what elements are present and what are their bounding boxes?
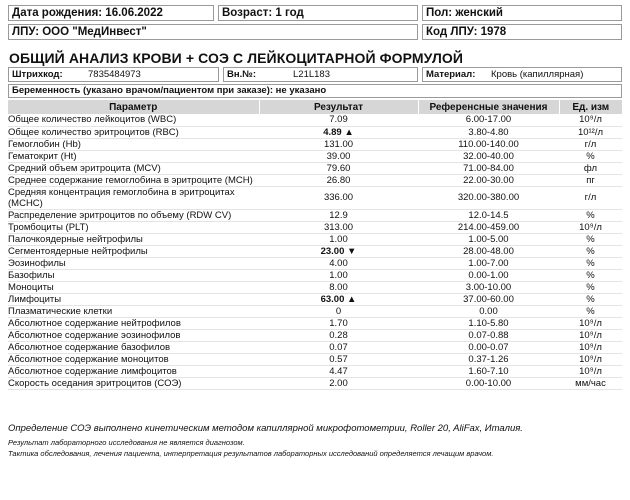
material-label: Материал:: [426, 69, 476, 80]
param-cell: Палочкоядерные нейтрофилы: [8, 233, 259, 245]
reference-cell: 0.37-1.26: [418, 353, 559, 365]
unit-cell: %: [559, 257, 622, 269]
col-result: Результат: [259, 100, 418, 114]
material: [422, 67, 622, 82]
table-row: [8, 353, 622, 365]
result-cell: 39.00: [259, 150, 418, 162]
reference-cell: 32.00-40.00: [418, 150, 559, 162]
result-cell: 336.00: [259, 186, 418, 209]
unit-cell: 10⁹/л: [559, 317, 622, 329]
vn-number: [223, 67, 418, 82]
sample-info: [8, 67, 622, 82]
param-cell: Эозинофилы: [8, 257, 259, 269]
birth-date: Дата рождения: 16.06.2022: [8, 5, 214, 21]
unit-cell: г/л: [559, 138, 622, 150]
result-cell: 131.00: [259, 138, 418, 150]
table-row: [8, 341, 622, 353]
barcode-value: 7835484973: [88, 69, 141, 80]
barcode-label: Штрихкод:: [12, 69, 63, 80]
result-cell: 1.00: [259, 233, 418, 245]
result-cell: 12.9: [259, 209, 418, 221]
param-cell: Сегментоядерные нейтрофилы: [8, 245, 259, 257]
result-cell: 63.00 ▲: [259, 293, 418, 305]
table-row: [8, 126, 622, 138]
result-cell: 26.80: [259, 174, 418, 186]
result-cell: 1.00: [259, 269, 418, 281]
param-cell: Абсолютное содержание нейтрофилов: [8, 317, 259, 329]
table-row: [8, 221, 622, 233]
result-cell: 0: [259, 305, 418, 317]
reference-cell: 3.80-4.80: [418, 126, 559, 138]
reference-cell: 3.00-10.00: [418, 281, 559, 293]
unit-cell: 10⁹/л: [559, 221, 622, 233]
disclaimer-2: Тактика обследования, лечения пациента, интерпретация результатов лабораторных исследований определяется лечащим врачом.: [8, 449, 494, 458]
table-row: [8, 257, 622, 269]
header-row-1: [8, 5, 622, 21]
reference-cell: 37.00-60.00: [418, 293, 559, 305]
pregnancy-status: Беременность (указано врачом/пациентом при заказе): не указано: [8, 84, 622, 98]
param-cell: Средняя концентрация гемоглобина в эритроцитах (МСНС): [8, 186, 259, 209]
table-row: [8, 281, 622, 293]
table-row: [8, 329, 622, 341]
reference-cell: 320.00-380.00: [418, 186, 559, 209]
reference-cell: 6.00-17.00: [418, 114, 559, 126]
unit-cell: г/л: [559, 186, 622, 209]
param-cell: Лимфоциты: [8, 293, 259, 305]
lpu-code: Код ЛПУ: 1978: [422, 24, 622, 40]
param-cell: Гемоглобин (Hb): [8, 138, 259, 150]
unit-cell: 10⁹/л: [559, 329, 622, 341]
unit-cell: 10⁹/л: [559, 341, 622, 353]
table-row: [8, 150, 622, 162]
param-cell: Общее количество лейкоцитов (WBC): [8, 114, 259, 126]
reference-cell: 1.60-7.10: [418, 365, 559, 377]
reference-cell: 0.07-0.88: [418, 329, 559, 341]
barcode: [8, 67, 219, 82]
unit-cell: %: [559, 281, 622, 293]
table-row: [8, 174, 622, 186]
table-row: [8, 186, 622, 209]
unit-cell: пг: [559, 174, 622, 186]
unit-cell: %: [559, 150, 622, 162]
result-cell: 0.07: [259, 341, 418, 353]
unit-cell: фл: [559, 162, 622, 174]
reference-cell: 71.00-84.00: [418, 162, 559, 174]
col-reference: Референсные значения: [418, 100, 559, 114]
param-cell: Скорость оседания эритроцитов (СОЭ): [8, 377, 259, 389]
param-cell: Общее количество эритроцитов (RBC): [8, 126, 259, 138]
result-cell: 4.47: [259, 365, 418, 377]
reference-cell: 1.00-5.00: [418, 233, 559, 245]
col-unit: Ед. изм: [559, 100, 622, 114]
param-cell: Базофилы: [8, 269, 259, 281]
reference-cell: 110.00-140.00: [418, 138, 559, 150]
param-cell: Средний объем эритроцита (MCV): [8, 162, 259, 174]
unit-cell: %: [559, 233, 622, 245]
unit-cell: 10⁹/л: [559, 114, 622, 126]
result-cell: 2.00: [259, 377, 418, 389]
param-cell: Среднее содержание гемоглобина в эритроците (MCH): [8, 174, 259, 186]
table-header: [8, 100, 622, 114]
reference-cell: 0.00: [418, 305, 559, 317]
result-cell: 4.00: [259, 257, 418, 269]
table-row: [8, 377, 622, 389]
table-row: [8, 269, 622, 281]
unit-cell: 10⁹/л: [559, 353, 622, 365]
unit-cell: %: [559, 269, 622, 281]
reference-cell: 0.00-10.00: [418, 377, 559, 389]
reference-cell: 0.00-0.07: [418, 341, 559, 353]
reference-cell: 1.10-5.80: [418, 317, 559, 329]
param-cell: Абсолютное содержание моноцитов: [8, 353, 259, 365]
col-param: Параметр: [8, 100, 259, 114]
reference-cell: 12.0-14.5: [418, 209, 559, 221]
unit-cell: мм/час: [559, 377, 622, 389]
param-cell: Плазматические клетки: [8, 305, 259, 317]
unit-cell: %: [559, 305, 622, 317]
reference-cell: 1.00-7.00: [418, 257, 559, 269]
material-value: Кровь (капиллярная): [491, 69, 584, 80]
reference-cell: 28.00-48.00: [418, 245, 559, 257]
result-cell: 1.70: [259, 317, 418, 329]
unit-cell: 10⁹/л: [559, 365, 622, 377]
param-cell: Тромбоциты (PLT): [8, 221, 259, 233]
table-row: [8, 245, 622, 257]
table-row: [8, 233, 622, 245]
method-note: Определение СОЭ выполнено кинетическим методом капиллярной микрофотометрии, Roller 20, AliFax, Италия.: [8, 423, 523, 434]
unit-cell: %: [559, 209, 622, 221]
unit-cell: 10¹²/л: [559, 126, 622, 138]
table-row: [8, 162, 622, 174]
sex: Пол: женский: [422, 5, 622, 21]
param-cell: Распределение эритроцитов по объему (RDW CV): [8, 209, 259, 221]
result-cell: 23.00 ▼: [259, 245, 418, 257]
table-row: [8, 293, 622, 305]
results-table: [8, 100, 622, 390]
table-row: [8, 209, 622, 221]
table-row: [8, 317, 622, 329]
param-cell: Гематокрит (Ht): [8, 150, 259, 162]
param-cell: Моноциты: [8, 281, 259, 293]
result-cell: 0.28: [259, 329, 418, 341]
table-row: [8, 305, 622, 317]
result-cell: 4.89 ▲: [259, 126, 418, 138]
result-cell: 313.00: [259, 221, 418, 233]
param-cell: Абсолютное содержание базофилов: [8, 341, 259, 353]
reference-cell: 0.00-1.00: [418, 269, 559, 281]
unit-cell: %: [559, 293, 622, 305]
vn-value: L21L183: [293, 69, 330, 80]
age: Возраст: 1 год: [218, 5, 418, 21]
unit-cell: %: [559, 245, 622, 257]
table-row: [8, 365, 622, 377]
result-cell: 7.09: [259, 114, 418, 126]
page-title: ОБЩИЙ АНАЛИЗ КРОВИ + СОЭ С ЛЕЙКОЦИТАРНОЙ ФОРМУЛОЙ: [9, 50, 464, 66]
param-cell: Абсолютное содержание лимфоцитов: [8, 365, 259, 377]
header-row-2: [8, 24, 622, 40]
table-row: [8, 138, 622, 150]
disclaimer-1: Результат лабораторного исследования не является диагнозом.: [8, 438, 245, 447]
reference-cell: 214.00-459.00: [418, 221, 559, 233]
result-cell: 0.57: [259, 353, 418, 365]
lpu: ЛПУ: ООО "МедИнвест": [8, 24, 418, 40]
vn-label: Вн.№:: [227, 69, 256, 80]
table-row: [8, 114, 622, 126]
reference-cell: 22.00-30.00: [418, 174, 559, 186]
result-cell: 8.00: [259, 281, 418, 293]
param-cell: Абсолютное содержание эозинофилов: [8, 329, 259, 341]
result-cell: 79.60: [259, 162, 418, 174]
